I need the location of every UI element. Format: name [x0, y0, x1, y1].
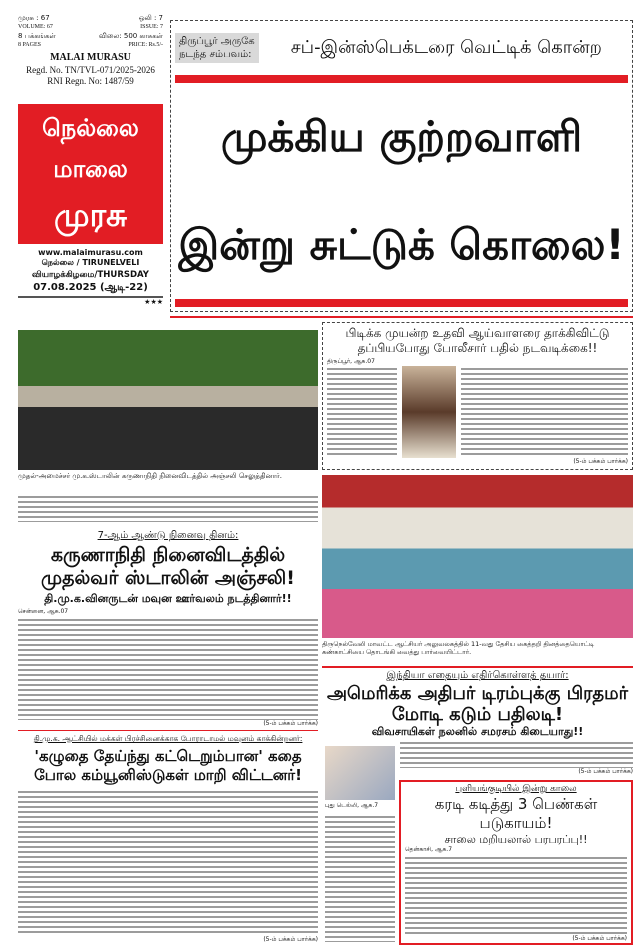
- story4-body: [400, 740, 633, 776]
- stars: ★★★: [144, 298, 163, 306]
- continued: (5-ம் பக்கம் பார்க்க): [263, 720, 318, 727]
- subhead: தி.மு.க.வினருடன் மவுன ஊர்வலம் நடத்தினார்!!: [44, 592, 292, 605]
- paper-name-en: MALAI MURASU: [50, 52, 131, 63]
- body-text: [461, 366, 628, 458]
- volume-ta: முரசு : 67: [18, 14, 50, 22]
- body-text: [18, 617, 318, 720]
- divider: [170, 316, 633, 318]
- headline-line-2: இன்று சுட்டுக் கொலை!: [178, 220, 625, 269]
- day: வியாழக்கிழமை/THURSDAY: [32, 270, 149, 280]
- story-karunanidhi: [18, 530, 318, 728]
- masthead-footer: [18, 248, 163, 307]
- headline: 'கழுதை தேய்ந்து கட்டெறும்பான' கதை போல கம்யூனிஸ்டுகள் மாறி விட்டனர்!: [34, 747, 302, 784]
- pages-ta: 8 பக்கங்கள்: [18, 32, 56, 40]
- lead-top-row: [175, 25, 628, 71]
- dateline: புது டெல்லி, ஆக.7: [325, 802, 379, 809]
- body-text: [18, 789, 318, 936]
- price-en: PRICE: Rs.5/-: [128, 42, 163, 48]
- lead-subhead: சப்-இன்ஸ்பெக்டரை வெட்டிக் கொன்ற: [290, 37, 602, 58]
- headline: கரடி கடித்து 3 பெண்கள் படுகாயம்!: [434, 795, 598, 832]
- subhead: விவசாயிகள் நலனில் சமரசம் கிடையாது!!: [371, 725, 584, 738]
- kicker: இந்தியா எதையும் எதிர்கொள்ளத் தயார்:: [386, 670, 569, 681]
- price-ta: விலை: 500 காசுகள்: [98, 32, 163, 40]
- red-rule: [175, 75, 628, 83]
- masthead-info: [18, 14, 163, 87]
- headline-area: [175, 83, 628, 299]
- caption-text: [18, 494, 318, 522]
- modi-photo: [325, 746, 395, 800]
- dateline: சென்னை, ஆக.07: [18, 608, 69, 615]
- dateline: திருப்பூர், ஆக.07: [327, 358, 375, 365]
- red-rule: [175, 299, 628, 307]
- accused-photo: [402, 366, 456, 458]
- story-bear-attack: [399, 780, 633, 945]
- body-text: [400, 740, 633, 768]
- body-text: [405, 855, 627, 934]
- volume-en: VOLUME: 67: [18, 24, 53, 30]
- logo: [18, 104, 163, 244]
- subhead: சாலை மறியலால் பரபரப்பு!!: [444, 833, 588, 846]
- continued: (5-ம் பக்கம் பார்க்க): [263, 936, 318, 943]
- logo-line-2: மாலை: [53, 154, 128, 183]
- lead-headline-box: [170, 20, 633, 312]
- kicker-line-2: நடந்த சம்பவம்:: [179, 49, 252, 60]
- memorial-procession-photo: [18, 330, 318, 470]
- photo-caption-right: திருநெல்வேலி மாவட்ட ஆட்சியர் அலுவலகத்தில் 11-வது தேசிய கைத்தறி தினத்தையொட்டி கண்காட்சியை தொடங்கி வைத்து பார்வையிட்டார்.: [322, 640, 595, 656]
- kicker: தி.மு.க. ஆட்சியில் மக்கள் பிரச்சினைக்காக போராடாமல் மவுனம் காக்கின்றனர்:: [33, 734, 303, 743]
- photo-caption-left: முதல்-அமைச்சர் மு.க.ஸ்டாலின் கருணாநிதி நினைவிடத்தில் அஞ்சலி செலுத்தினார்.: [18, 472, 282, 480]
- story-communists: [18, 734, 318, 944]
- body-text: [327, 366, 397, 458]
- edition: நெல்லை / TIRUNELVELI: [41, 258, 140, 267]
- handloom-exhibition-photo: [322, 475, 633, 638]
- continued: (5-ம் பக்கம் பார்க்க): [573, 458, 628, 465]
- story-body-row: [327, 366, 628, 458]
- headline: கருணாநிதி நினைவிடத்தில் முதல்வர் ஸ்டாலின் அஞ்சலி!: [41, 544, 295, 589]
- divider: [322, 666, 633, 668]
- kicker: 7-ஆம் ஆண்டு நினைவு தினம்:: [97, 530, 239, 541]
- continued: (5-ம் பக்கம் பார்க்க): [578, 768, 633, 775]
- story-title: பிடிக்க முயன்ற உதவி ஆய்வாளரை தாக்கிவிட்டு தப்பியபோது போலீசார் பதில் நடவடிக்கை!!: [345, 326, 610, 355]
- logo-line-3: முரசு: [54, 195, 127, 234]
- lead-kicker: [175, 33, 259, 63]
- body-text: [325, 814, 395, 942]
- dateline: தென்காசி, ஆக.7: [405, 846, 453, 853]
- kicker: புளியங்குடியில் இன்று காலை: [455, 784, 577, 794]
- issue-ta: ஒலி : 7: [138, 14, 163, 22]
- pages-en: 8 PAGES: [18, 42, 41, 48]
- continued: (5-ம் பக்கம் பார்க்க): [572, 935, 627, 942]
- regd-number: Regd. No. TN/TVL-071/2025-2026: [26, 65, 155, 75]
- issue-en: ISSUE: 7: [140, 24, 163, 30]
- logo-line-1: நெல்லை: [42, 114, 139, 143]
- date: 07.08.2025 (ஆடி-22): [18, 281, 163, 298]
- website: www.malaimurasu.com: [38, 248, 143, 257]
- headline: அமெரிக்க அதிபர் டிரம்புக்கு பிரதமர் மோடி கடும் பதிலடி!: [326, 683, 629, 725]
- rni-number: RNI Regn. No: 1487/59: [47, 76, 134, 86]
- headline-line-1: முக்கிய குற்றவாளி: [220, 112, 583, 161]
- story-police-action: [322, 322, 633, 470]
- divider: [18, 730, 318, 731]
- kicker-line-1: திருப்பூர் அருகே: [179, 36, 255, 47]
